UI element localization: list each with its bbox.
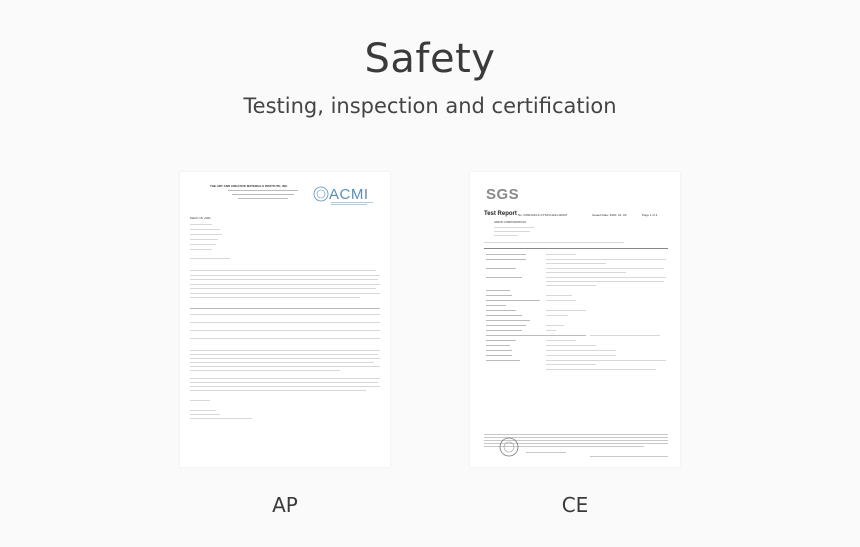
- acmi-logo: [313, 184, 377, 208]
- report-number: No. F690101/LF-CTSAYHA21-00437: [518, 213, 568, 217]
- ap-caption: AP: [272, 493, 298, 517]
- page-subtitle: Testing, inspection and certification: [243, 94, 617, 118]
- acmi-logo-text: ACMI: [329, 186, 369, 203]
- report-company: AMOS CORPORATION: [494, 220, 526, 224]
- sgs-logo: SGS: [486, 186, 520, 203]
- ce-test-report-document[interactable]: [470, 172, 680, 467]
- report-page-number: Page 1 of 4: [642, 213, 658, 217]
- page-title: Safety: [364, 36, 496, 82]
- ap-header-line: THE ART AND CREATIVE MATERIALS INSTITUTE, INC.: [210, 184, 288, 188]
- ce-caption: CE: [561, 493, 589, 517]
- acmi-logo-icon: [313, 184, 377, 208]
- report-heading: Test Report: [484, 211, 517, 217]
- stamp-icon: [498, 436, 520, 458]
- ap-date: March 15, 2021: [190, 216, 211, 220]
- report-issued-date: Issued Date: 2020. 01. 03: [592, 213, 627, 217]
- ap-certificate-document[interactable]: [180, 172, 390, 467]
